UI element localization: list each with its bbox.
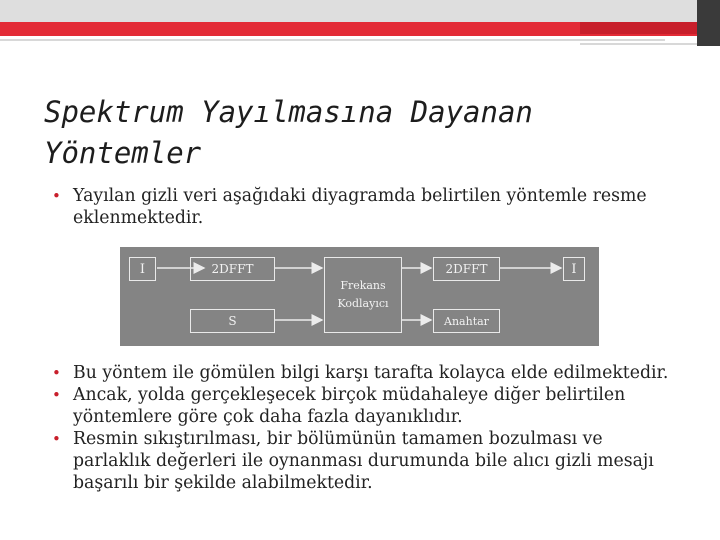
bullet-item	[52, 428, 682, 494]
bullet-icon: •	[52, 364, 61, 382]
bullet-list-top	[52, 185, 672, 229]
fft-left-box: 2DFFT	[190, 257, 275, 281]
output-image-box: I	[563, 257, 585, 281]
bullet-text: Ancak, yolda gerçekleşecek birçok müdahaleye diğer belirtilen yöntemlere göre çok daha fazla dayanıklıdır.	[73, 385, 626, 427]
bullet-item	[52, 185, 672, 229]
top-gray-stripe	[0, 0, 720, 22]
top-decorative-bar	[0, 0, 720, 38]
top-red-accent	[580, 22, 697, 34]
thin-rule-short	[580, 43, 697, 45]
bullet-item	[52, 384, 682, 428]
bullet-text: Bu yöntem ile gömülen bilgi karşı tarafta kolayca elde edilmektedir.	[73, 363, 669, 383]
bullet-list-bottom	[52, 362, 682, 494]
input-image-box: I	[129, 257, 156, 281]
key-box: Anahtar	[433, 309, 500, 333]
spread-spectrum-diagram	[120, 247, 599, 346]
bullet-text: Resmin sıkıştırılması, bir bölümünün tamamen bozulması ve parlaklık değerleri ile oynanması durumunda bile alıcı gizli mesajı başarılı bir şekilde alabilmektedir.	[73, 429, 654, 493]
fft-right-box: 2DFFT	[433, 257, 500, 281]
bullet-icon: •	[52, 430, 61, 448]
thin-rule	[0, 39, 665, 41]
bullet-icon: •	[52, 386, 61, 404]
s-box: S	[190, 309, 275, 333]
bullet-icon: •	[52, 187, 61, 205]
frequency-encoder-box: Frekans Kodlayıcı	[324, 257, 402, 333]
bullet-item	[52, 362, 682, 384]
top-dark-corner	[697, 0, 720, 46]
slide-title: Spektrum Yayılmasına Dayanan Yöntemler	[44, 95, 533, 170]
bullet-text: Yayılan gizli veri aşağıdaki diyagramda belirtilen yöntemle resme eklenmektedir.	[73, 186, 647, 228]
